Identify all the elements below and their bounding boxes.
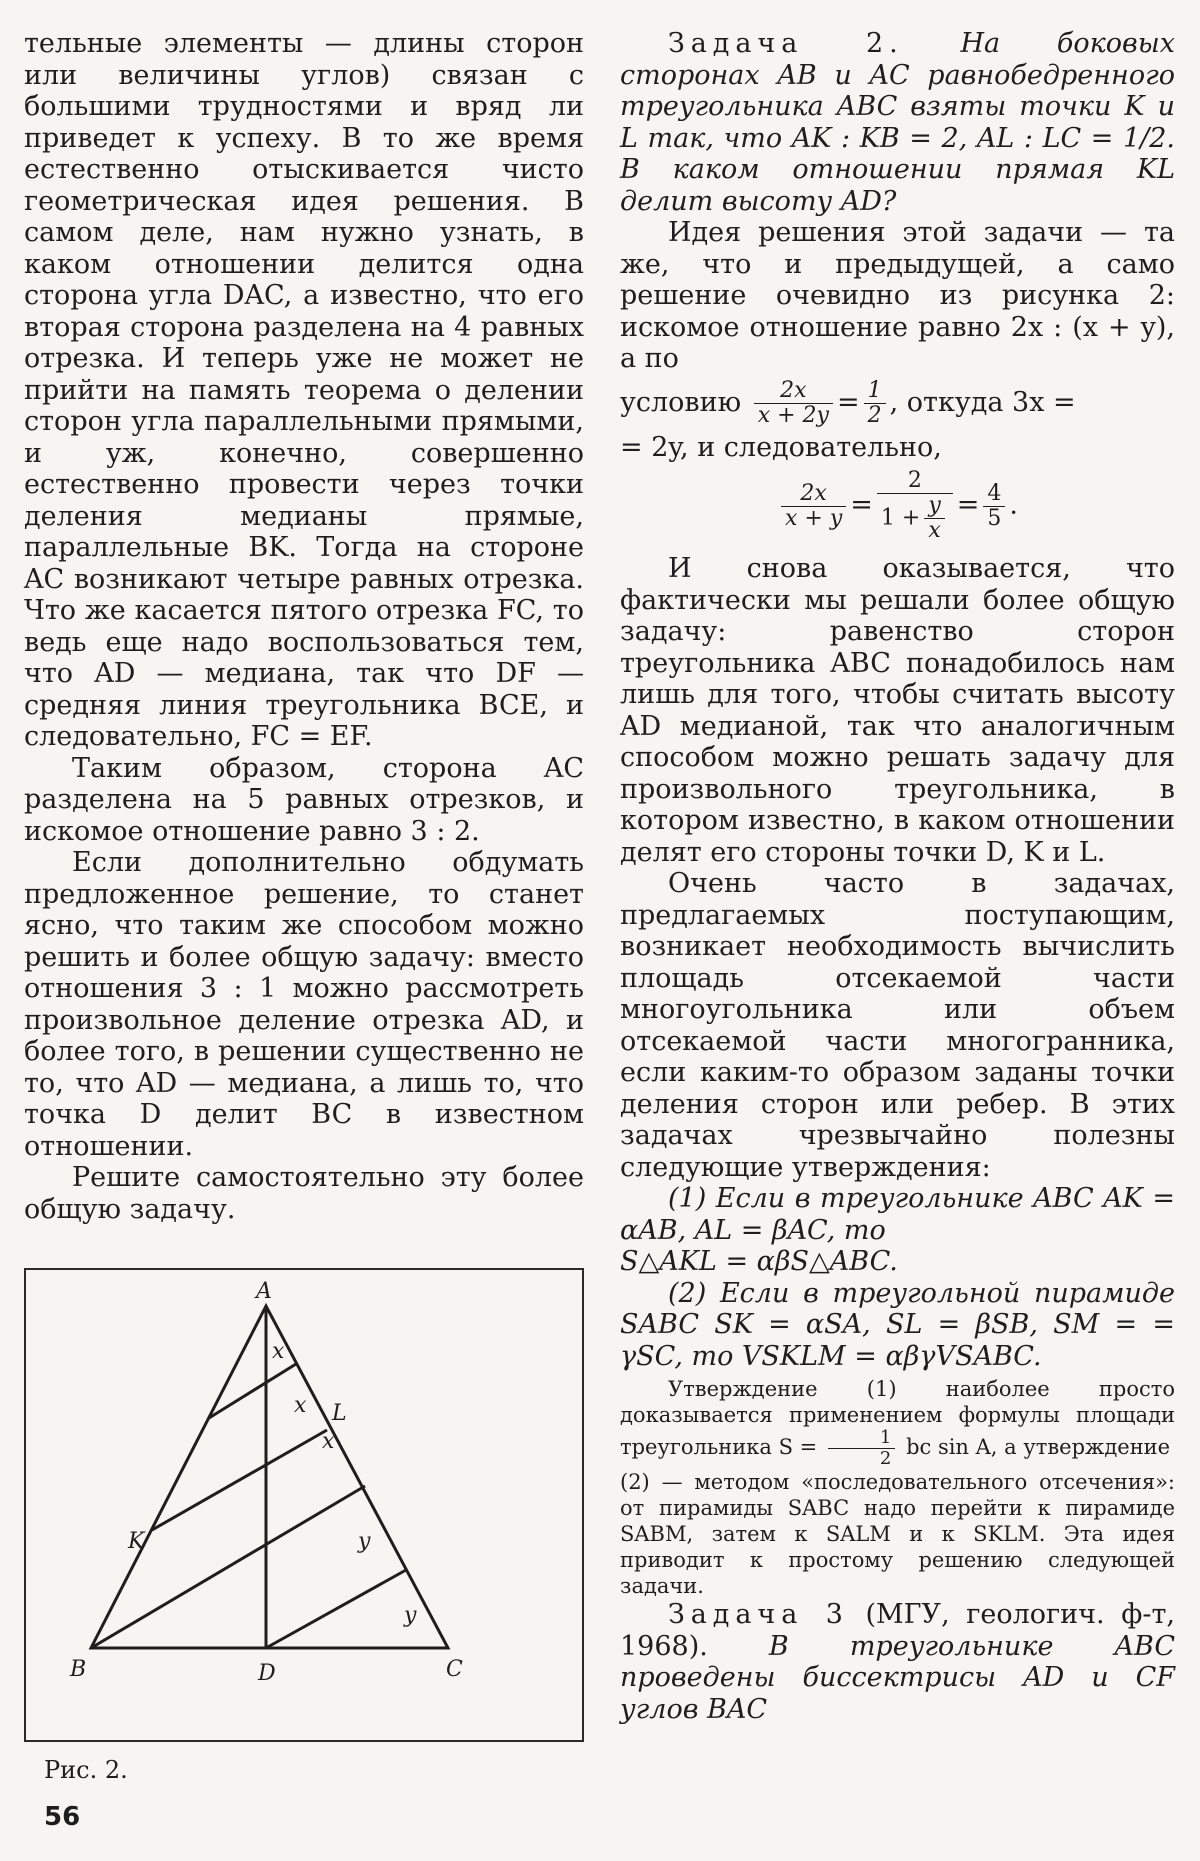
triangle-abc (91, 1306, 448, 1648)
fraction-half (828, 1428, 895, 1469)
fraction-numerator: 4 (983, 482, 1005, 507)
left-paragraph-1: тельные элементы — длины сторон или величины углов) связан с большими трудностями и вряд ли приведет к успеху. В то же время естественно отыскивается чисто геометрическая идея решения. В самом деле, нам нужно узнать, в каком отношении делится одна сторона угла DAC, а известно, что его вторая сторона разделена на 4 равных отрезка. И теперь уже не может не прийти на память теорема о делении сторон угла параллельными прямыми, и уж, конечно, совершенно естественно провести через точки деления медианы прямые, параллельные BK. Тогда на стороне AC возникают четыре равных отрезка. Что же касается пятого отрезка FC, то ведь еще надо воспользоваться тем, что AD — медиана, так что DF — средняя линия треугольника BCE, и следовательно, FC = EF. (24, 28, 584, 752)
figure-2 (24, 1268, 584, 1742)
label-l: L (332, 1401, 347, 1426)
label-k: K (128, 1529, 145, 1554)
den-prefix: 1 + (880, 505, 921, 531)
fraction-numerator: 1 (864, 379, 886, 404)
fraction-2x-over-x2y (754, 379, 833, 428)
small-text-2: (2) — методом «последовательного отсечения»: от пирамиды SABC надо перейти к пирамиде SABM, затем к SALM и к SKLM. Эта идея приводит к простому решению следующей задачи. (620, 1470, 1175, 1598)
fraction-numerator: 2 (877, 469, 953, 494)
ratio-equation: $\frac{2x}{x + y}$ = 2 1 + $\frac{y}{x}$ = $\frac{4}{5}$ . (620, 469, 1175, 543)
figure-2-diagram (26, 1270, 582, 1740)
condition-tail: , откуда 3x = (889, 386, 1076, 418)
fraction-numerator: 2x (781, 482, 846, 507)
eq-fraction-1 (781, 482, 846, 531)
fraction-denominator (877, 494, 953, 543)
eq-fraction-2 (877, 469, 953, 543)
task-3-heading: Задача 3 (668, 1599, 849, 1630)
fraction-numerator: 2x (754, 379, 833, 404)
often-paragraph: Очень часто в задачах, предлагаемых поступающим, возникает необходимость вычислить площадь отсекаемой части многоугольника или объем отсекаемой части многогранника, если каким-то образом заданы точки деления сторон или ребер. В этих задачах чрезвычайно полезны следующие утверждения: (620, 868, 1175, 1183)
task-3-source: (МГУ, геологич. ф-т, 1968). (620, 1599, 1175, 1662)
label-b: B (70, 1657, 87, 1682)
left-paragraph-4: Решите самостоятельно эту более общую задачу. (24, 1162, 584, 1225)
general-task-paragraph: И снова оказывается, что фактически мы решали более общую задачу: равенство сторон треугольника ABC понадобилось нам лишь для того, чтобы считать высоту AD медианой, так что аналогичным способом можно решать задачу для произвольного треугольника, в котором известно, в каком отношении делят его стороны точки D, K и L. (620, 553, 1175, 868)
fraction-denominator: x + y (785, 505, 843, 531)
fraction-numerator: 1 (828, 1428, 895, 1449)
label-y-1: y (358, 1529, 371, 1554)
task-2 (620, 28, 1175, 217)
statement-2: (2) Если в треугольной пирамиде SABC SK = αSA, SL = βSB, SM = = γSC, то VSKLM = αβγVSABC. (620, 1277, 1175, 1372)
label-c: C (446, 1657, 463, 1682)
figure-caption: Рис. 2. (44, 1756, 128, 1784)
therefore-line: = 2y, и следовательно, (620, 431, 942, 463)
left-column (24, 28, 584, 1225)
statement-1-formula: S△AKL = αβS△ABC. (620, 1246, 898, 1277)
small-text-1 (620, 1376, 1175, 1469)
label-x-2: x (294, 1393, 307, 1418)
left-paragraph-2: Таким образом, сторона AC разделена на 5 равных отрезков, и искомое отношение равно 3 : 2. (24, 752, 584, 847)
label-a: A (256, 1279, 272, 1304)
fraction-denominator: x (928, 518, 941, 543)
parallel-df (266, 1570, 406, 1648)
label-y-2: y (404, 1603, 417, 1628)
fraction-one-half (864, 379, 886, 428)
fraction-denominator: 2 (867, 402, 882, 428)
label-x-3: x (322, 1429, 335, 1454)
page-number: 56 (44, 1802, 81, 1832)
condition-word: условию (620, 386, 742, 418)
fraction-numerator: y (924, 494, 944, 519)
small-text-1b: bc sin A, а утверждение (906, 1435, 1171, 1459)
nested-fraction (924, 494, 944, 543)
fraction-denominator: x + 2y (757, 402, 829, 428)
task-3-statement: В треугольнике ABC проведены биссектрисы AD и CF углов BAC (620, 1630, 1175, 1725)
statement-1: (1) Если в треугольнике ABC AK = αAB, AL = βAC, то (620, 1183, 1175, 1246)
small-text-1a: Утверждение (1) наиболее просто доказывается применением формулы площади треугольника S = (620, 1377, 1175, 1459)
label-x-1: x (272, 1339, 285, 1364)
idea-paragraph: Идея решения этой задачи — та же, что и предыдущей, а само решение очевидно из рисунка 2: искомое отношение равно 2x : (x + y), а по (620, 217, 1175, 374)
left-paragraph-3: Если дополнительно обдумать предложенное решение, то станет ясно, что таким же способом можно решить и более общую задачу: вместо отношения 3 : 1 можно рассмотреть произвольное деление отрезка AD, и более того, в решении существенно не то, что AD — медиана, а лишь то, что точка D делит BC в известном отношении. (24, 847, 584, 1162)
task-3 (620, 1599, 1175, 1725)
task-2-statement: На боковых сторонах AB и AC равнобедренного треугольника ABC взяты точки K и L так, что AK : KB = 2, AL : LC = 1/2. В каком отношении прямая KL делит высоту AD? (620, 28, 1175, 217)
task-2-heading: Задача 2. (668, 28, 904, 59)
fraction-denominator: 5 (987, 505, 1002, 531)
fraction-denominator: 2 (879, 1448, 892, 1469)
label-d: D (258, 1661, 276, 1686)
eq-fraction-3 (983, 482, 1005, 531)
condition-line: условию $\frac{2x}{x + 2y}$ = $\frac{1}{2}$ , откуда 3x = (620, 377, 1076, 428)
right-column (620, 28, 1175, 1725)
